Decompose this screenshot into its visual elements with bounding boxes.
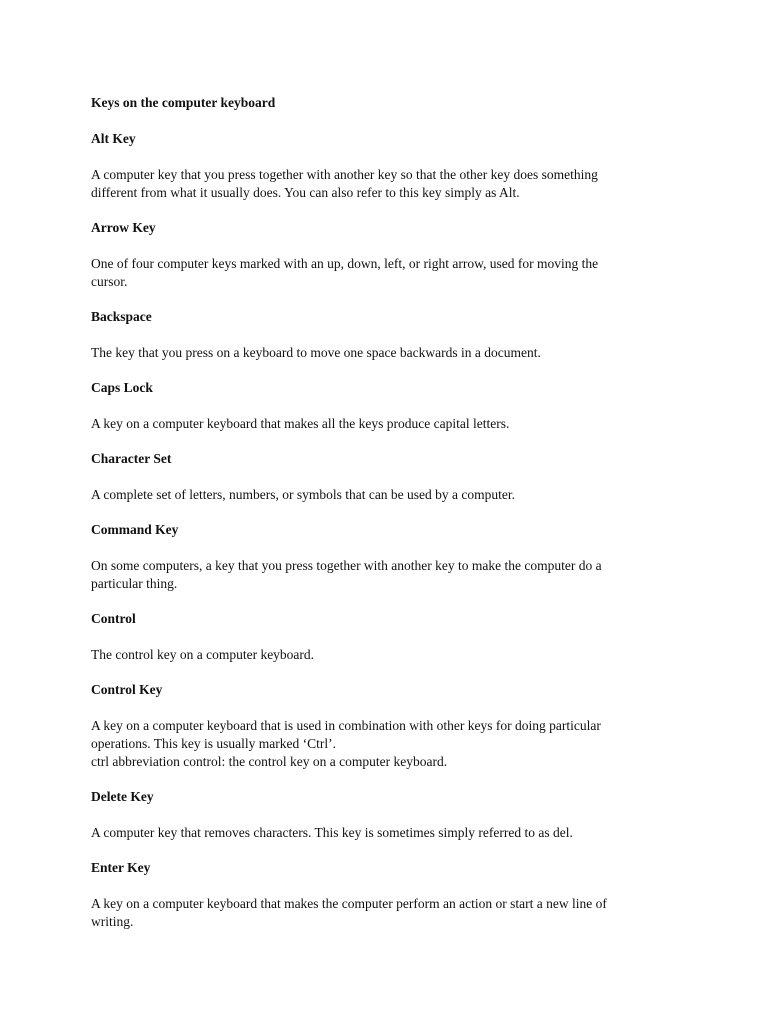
entry-definition: A key on a computer keyboard that makes all the keys produce capital letters. [91, 416, 510, 431]
entry-term: Enter Key [91, 860, 151, 875]
entry-term: Control Key [91, 682, 163, 697]
entry-definition: On some computers, a key that you press together with another key to make the computer do a particular thing. [91, 558, 602, 591]
glossary-entry [91, 450, 691, 504]
entry-definition: The key that you press on a keyboard to move one space backwards in a document. [91, 345, 541, 360]
entry-term: Alt Key [91, 131, 136, 146]
entry-term: Character Set [91, 451, 172, 466]
glossary-entry [91, 681, 691, 771]
glossary-entry [91, 219, 691, 291]
document-title: Keys on the computer keyboard [91, 95, 276, 110]
document-body [91, 94, 691, 948]
entry-term: Backspace [91, 309, 152, 324]
glossary-entry [91, 610, 691, 664]
entry-definition: A key on a computer keyboard that makes the computer perform an action or start a new line of writing. [91, 896, 607, 929]
glossary-entry [91, 130, 691, 202]
glossary-entry [91, 521, 691, 593]
entry-term: Arrow Key [91, 220, 156, 235]
glossary-entry [91, 788, 691, 842]
glossary-entry [91, 308, 691, 362]
entry-term: Command Key [91, 522, 179, 537]
entry-definition: A computer key that you press together with another key so that the other key does something different from what it usually does. You can also refer to this key simply as Alt. [91, 167, 598, 200]
entry-definition: The control key on a computer keyboard. [91, 647, 315, 662]
entry-term: Caps Lock [91, 380, 153, 395]
entry-term: Control [91, 611, 136, 626]
entry-definition: A computer key that removes characters. This key is sometimes simply referred to as del. [91, 825, 573, 840]
entry-definition: One of four computer keys marked with an up, down, left, or right arrow, used for moving the cursor. [91, 256, 599, 289]
entry-definition: A key on a computer keyboard that is used in combination with other keys for doing particular operations. This key is usually marked ‘Ctrl’. ctrl abbreviation control: the control key on a computer keyboard. [91, 718, 601, 769]
entry-definition: A complete set of letters, numbers, or symbols that can be used by a computer. [91, 487, 516, 502]
entry-term: Delete Key [91, 789, 154, 804]
glossary-entry [91, 379, 691, 433]
glossary-entry [91, 859, 691, 931]
